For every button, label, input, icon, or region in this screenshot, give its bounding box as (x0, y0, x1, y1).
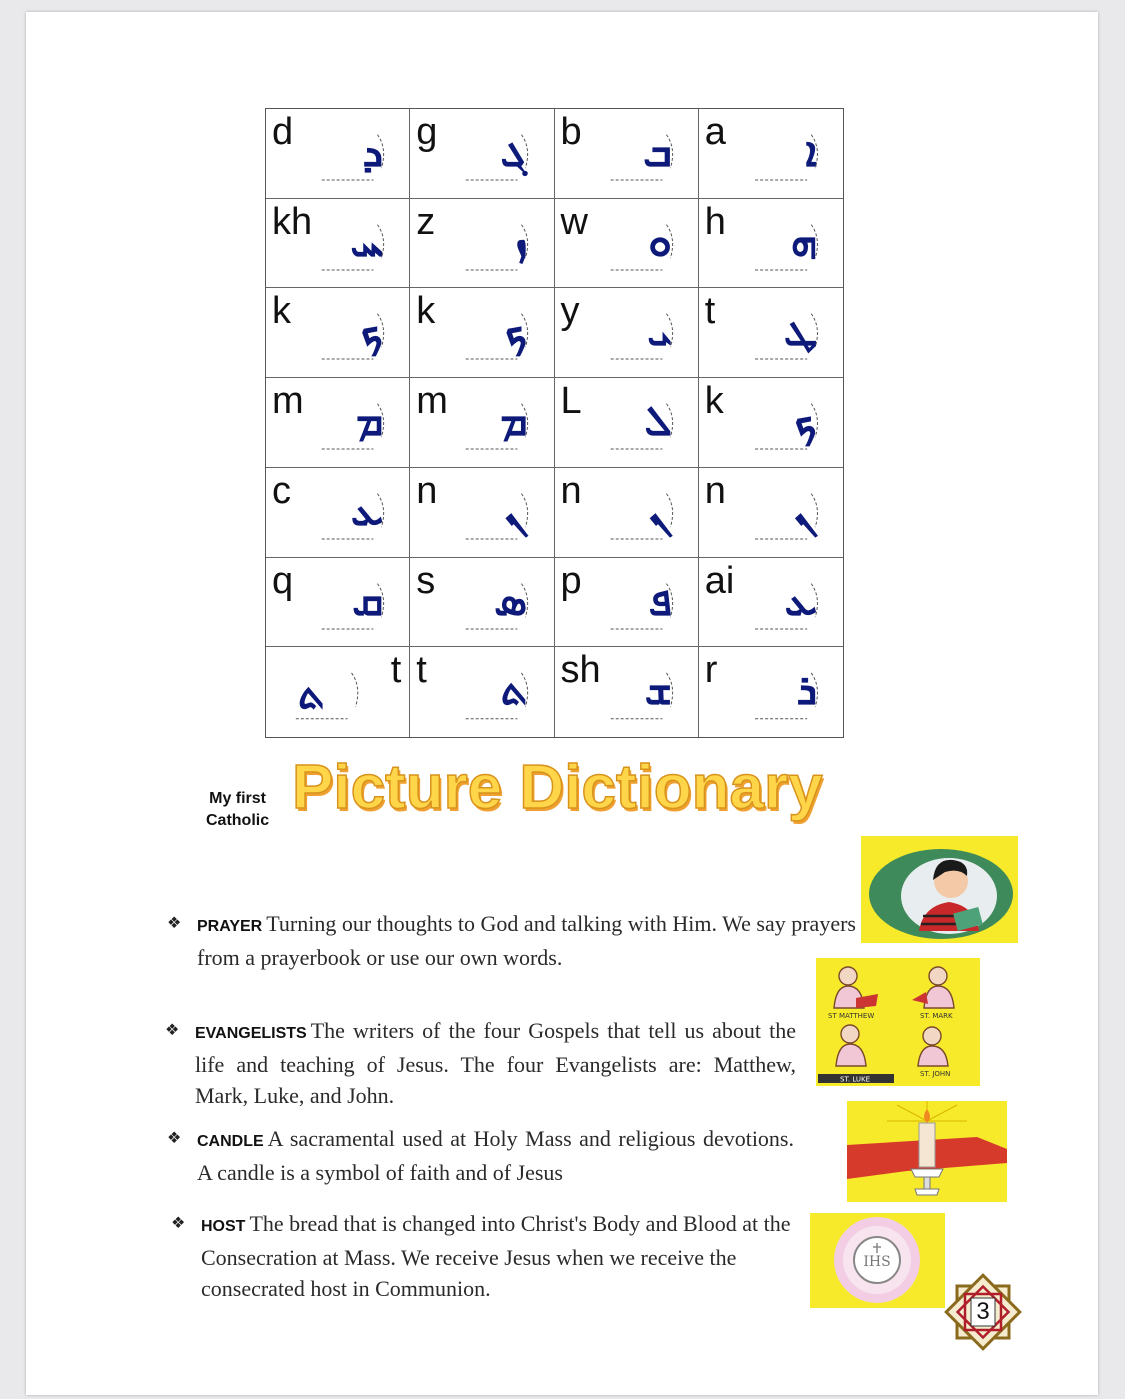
syriac-letter: ܛ (783, 306, 817, 356)
bullet-icon: ❖ (167, 1130, 182, 1147)
stroke-guide-icon (699, 288, 843, 377)
alphabet-grid (265, 108, 844, 738)
syriac-letter: ܫ (644, 665, 672, 715)
stroke-guide-icon (266, 647, 409, 737)
subtitle (206, 788, 269, 832)
letter-cell (410, 378, 554, 468)
latin-letter: n (416, 469, 438, 512)
syriac-letter: ܘ (648, 216, 672, 266)
latin-letter: q (272, 559, 294, 602)
latin-letter: sh (560, 649, 601, 692)
host-monogram: IHS (863, 1254, 891, 1270)
prayer-boy-picture (861, 836, 1018, 943)
letter-cell (555, 109, 699, 199)
letter-cell (410, 288, 554, 378)
latin-letter: k (416, 290, 436, 333)
syriac-letter: ܟ (360, 306, 384, 356)
latin-letter: k (272, 290, 291, 333)
label-matthew: ST MATTHEW (828, 1012, 875, 1020)
syriac-letter: ܢ (504, 485, 528, 535)
entry-definition: The bread that is changed into Christ's Body and Blood at the Consecration at Mass. We receive Jesus when we receive the consecrated host in Communion. (201, 1211, 791, 1301)
letter-cell (555, 558, 699, 648)
letter-cell (266, 109, 410, 199)
letter-cell (266, 378, 410, 468)
latin-letter: t (390, 649, 402, 692)
subtitle-line-1: My first (209, 790, 267, 807)
syriac-letter: ܟ (504, 306, 528, 356)
entry-prayer (167, 908, 857, 973)
label-mark: ST. MARK (920, 1012, 953, 1020)
page-title: Picture Dictionary (292, 753, 823, 822)
latin-letter: t (704, 290, 716, 333)
syriac-letter: ܝ (647, 306, 672, 356)
page-number: 3 (976, 1298, 990, 1325)
bullet-icon: ❖ (171, 1215, 186, 1232)
latin-letter: p (560, 559, 582, 602)
letter-cell (699, 647, 843, 737)
host-picture (810, 1213, 945, 1308)
latin-letter: t (416, 649, 427, 692)
letter-cell (410, 647, 554, 737)
letter-cell (699, 558, 843, 648)
latin-letter: w (560, 200, 588, 243)
letter-cell (266, 468, 410, 558)
letter-cell (410, 558, 554, 648)
entry-term: CANDLE (197, 1133, 264, 1150)
latin-letter: b (560, 111, 582, 153)
syriac-letter: ܓ (500, 127, 528, 176)
latin-letter: y (560, 290, 580, 333)
label-luke: ST. LUKE (840, 1075, 871, 1084)
latin-letter: a (704, 111, 726, 153)
syriac-letter: ܒ (643, 127, 672, 176)
syriac-letter: ܣ (494, 575, 528, 625)
latin-letter: d (272, 111, 294, 153)
latin-letter: h (704, 200, 726, 243)
syriac-letter: ܕ (362, 127, 384, 176)
syriac-letter: ܚ (350, 216, 384, 266)
letter-cell (555, 288, 699, 378)
entry-evangelists (165, 1015, 796, 1111)
syriac-letter: ܡ (500, 396, 528, 446)
letter-cell (266, 647, 410, 737)
entry-term: HOST (201, 1218, 246, 1235)
latin-letter: L (560, 380, 582, 423)
candle-picture (847, 1101, 1007, 1202)
syriac-letter: ܢ (794, 485, 817, 535)
entry-candle (167, 1123, 794, 1188)
bullet-icon: ❖ (165, 1022, 180, 1039)
letter-cell (699, 109, 843, 199)
letter-cell (555, 199, 699, 289)
syriac-letter: ܠ (644, 396, 672, 446)
letter-cell (699, 288, 843, 378)
syriac-letter: ܬ (500, 665, 528, 715)
stroke-guide-icon (410, 647, 553, 737)
document-page (26, 12, 1098, 1395)
syriac-letter: ܩ (352, 575, 384, 625)
latin-letter: kh (272, 200, 313, 243)
label-john: ST. JOHN (920, 1070, 951, 1078)
letter-cell (266, 558, 410, 648)
letter-cell (699, 468, 843, 558)
letter-cell (410, 199, 554, 289)
syriac-letter: ܥ (784, 575, 817, 625)
entry-host (171, 1208, 806, 1304)
latin-letter: m (272, 380, 304, 423)
latin-letter: z (416, 200, 436, 243)
entry-definition: Turning our thoughts to God and talking with Him. We say prayers from a prayerbook or use our own words. (197, 911, 856, 970)
entry-term: PRAYER (197, 918, 263, 935)
letter-cell (699, 378, 843, 468)
letter-cell (266, 199, 410, 289)
entry-term: EVANGELISTS (195, 1025, 307, 1042)
latin-letter: ai (704, 559, 735, 602)
letter-cell (555, 647, 699, 737)
letter-cell (555, 378, 699, 468)
letter-cell (555, 468, 699, 558)
syriac-letter: ܙ (515, 216, 528, 266)
bullet-icon: ❖ (167, 915, 182, 932)
syriac-letter: ܦ (648, 575, 672, 625)
evangelists-picture (816, 958, 980, 1086)
letter-cell (410, 468, 554, 558)
syriac-letter: ܥ (350, 485, 384, 535)
latin-letter: c (272, 469, 291, 512)
syriac-letter: ܢ (648, 485, 672, 535)
latin-letter: r (704, 649, 718, 692)
letter-cell (410, 109, 554, 199)
syriac-letter: ܗ (790, 216, 817, 266)
letter-cell (266, 288, 410, 378)
latin-letter: n (704, 469, 726, 512)
stroke-guide-icon (699, 647, 843, 737)
page-number-badge (939, 1268, 1027, 1356)
syriac-letter: ܡ (356, 396, 384, 446)
syriac-letter: ܟ (794, 396, 817, 446)
subtitle-line-2: Catholic (206, 812, 270, 829)
syriac-letter: ܬ (298, 669, 325, 719)
entry-definition: The writers of the four Gospels that tell us about the life and teaching of Jesus. The four Evangelists are: Matthew, Mark, Luke, and John. (195, 1018, 796, 1108)
syriac-letter: ܪ (796, 665, 817, 715)
syriac-letter: ܐ (805, 127, 817, 176)
latin-letter: k (704, 380, 724, 423)
latin-letter: g (416, 111, 438, 153)
entry-definition: A sacramental used at Holy Mass and religious devotions. A candle is a symbol of faith and of Jesus (197, 1126, 794, 1185)
latin-letter: s (416, 559, 436, 602)
latin-letter: n (560, 469, 582, 512)
latin-letter: m (416, 380, 448, 423)
letter-cell (699, 199, 843, 289)
